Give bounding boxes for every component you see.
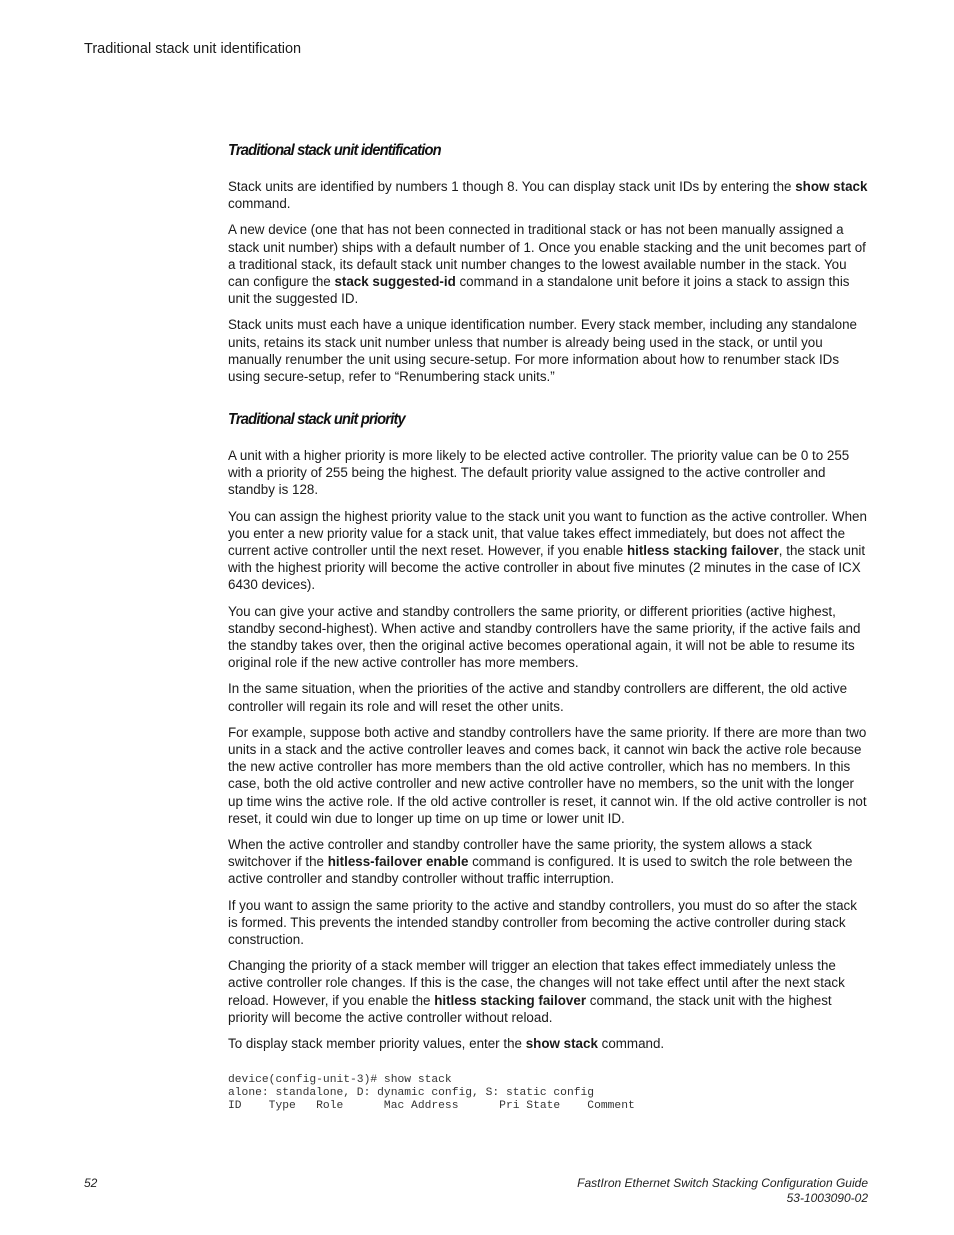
code-line: alone: standalone, D: dynamic config, S: static config [228, 1086, 595, 1099]
command-name: show stack [525, 1036, 598, 1052]
body-paragraph [228, 221, 868, 307]
command-name: hitless stacking failover [434, 992, 587, 1008]
text-run: For example, suppose both active and standby controllers have the same priority. If there are more than two units in a stack and the active controller leaves and comes back, it cannot win back the active role because the new active controller has more members than the old active controller, which has no members. In this case, both the old active controller and new active controller have no members, so the unit with the longer up time wins the active role. If the old active controller is reset, it cannot win. If the old active controller is not reset, it could win due to longer up time on up time or lower unit ID. [228, 724, 867, 826]
footer-info [577, 1176, 868, 1206]
text-run: You can give your active and standby controllers the same priority, or different priorities (active highest, standby second-highest). When active and standby controllers have the same priority, if the active fails and the standby takes over, then the original active becomes operational again, it will not be able to resume its original role if the new active controller has more members. [228, 603, 861, 671]
text-run: command is configured. It is used to switch the role between the active controller and standby controller without traffic interruption. [228, 854, 853, 887]
running-header: Traditional stack unit identification [84, 41, 302, 57]
body-paragraph [228, 836, 868, 888]
text-run: A unit with a higher priority is more likely to be elected active controller. The priority value can be 0 to 255 with a priority of 255 being the highest. The default priority value assigned to the active controller and standby is 128. [228, 448, 850, 498]
command-name: show stack [795, 179, 868, 194]
body-paragraph [228, 724, 868, 827]
text-run: In the same situation, when the priorities of the active and standby controllers are different, the old active controller will regain its role and will reset the other units. [228, 681, 848, 714]
body-paragraph [228, 1035, 868, 1052]
text-run: command in a standalone unit before it joins a stack to assign this unit the suggested ID. [228, 274, 850, 307]
command-name: hitless stacking failover [626, 543, 779, 559]
body-paragraph [228, 897, 868, 949]
text-run: command. [228, 196, 291, 212]
command-name: hitless-failover enable [327, 854, 469, 870]
body-paragraph [228, 508, 868, 594]
text-run: command, the stack unit with the highest priority will become the active controller without reload. [228, 992, 832, 1025]
text-run: You can assign the highest priority value to the stack unit you want to function as the active controller. When you enter a new priority value for a stack unit, that value takes effect immediately, but does not affect the current active controller until the next reset. However, if you enable [228, 508, 867, 559]
body-paragraph [228, 178, 868, 212]
text-run: If you want to assign the same priority to the active and standby controllers, you must do so after the stack is formed. This prevents the intended standby controller from becoming the active controller during stack construction. [228, 897, 857, 948]
section-title-identification: Traditional stack unit identification [228, 142, 441, 159]
section-body [228, 447, 868, 1052]
code-line: device(config-unit-3)# show stack [228, 1074, 452, 1086]
text-run: When the active controller and standby controller have the same priority, the system allows a stack switchover if the [228, 837, 813, 870]
text-run: Stack units are identified by numbers 1 though 8. You can display stack unit IDs by entering the [228, 179, 796, 194]
section-title-priority: Traditional stack unit priority [228, 411, 405, 428]
body-paragraph [228, 316, 868, 385]
code-block [228, 1074, 868, 1112]
doc-number: 53-1003090-02 [786, 1191, 868, 1205]
body-paragraph [228, 447, 868, 499]
command-name: stack suggested-id [334, 274, 456, 290]
text-run: Stack units must each have a unique identification number. Every stack member, including any standalone units, retains its stack unit number unless that number is already being used in the stack, or until you manually renumber the unit using secure-setup. For more information about how to renumber stack IDs using secure-setup, refer to “Renumbering stack units.” [228, 317, 857, 385]
text-run: A new device (one that has not been connected in traditional stack or has not been manually assigned a stack unit number) ships with a default number of 1. Once you enable stacking and the unit becomes part of a traditional stack, its default stack unit number changes to the lowest available number in the stack. You can configure the [228, 222, 866, 290]
page-number: 52 [84, 1176, 98, 1190]
code-listing [228, 1074, 868, 1112]
section-priority [228, 411, 868, 1061]
code-line: ID Type Role Mac Address Pri State Comment [228, 1099, 635, 1112]
body-paragraph [228, 680, 868, 714]
guide-title: FastIron Ethernet Switch Stacking Configuration Guide [577, 1176, 868, 1190]
section-body [228, 178, 868, 385]
text-run: Changing the priority of a stack member will trigger an election that takes effect immediately unless the active controller role changes. If this is the case, the changes will not take effect until after the next stack reload. However, if you enable the [228, 958, 845, 1008]
text-run: command. [597, 1036, 665, 1052]
text-run: To display stack member priority values, enter the [228, 1036, 526, 1052]
section-identification [228, 142, 868, 394]
body-paragraph [228, 957, 868, 1026]
body-paragraph [228, 603, 868, 672]
text-run: , the stack unit with the highest priority will become the active controller in about five minutes (2 minutes in the case of ICX 6430 devices). [228, 543, 866, 593]
